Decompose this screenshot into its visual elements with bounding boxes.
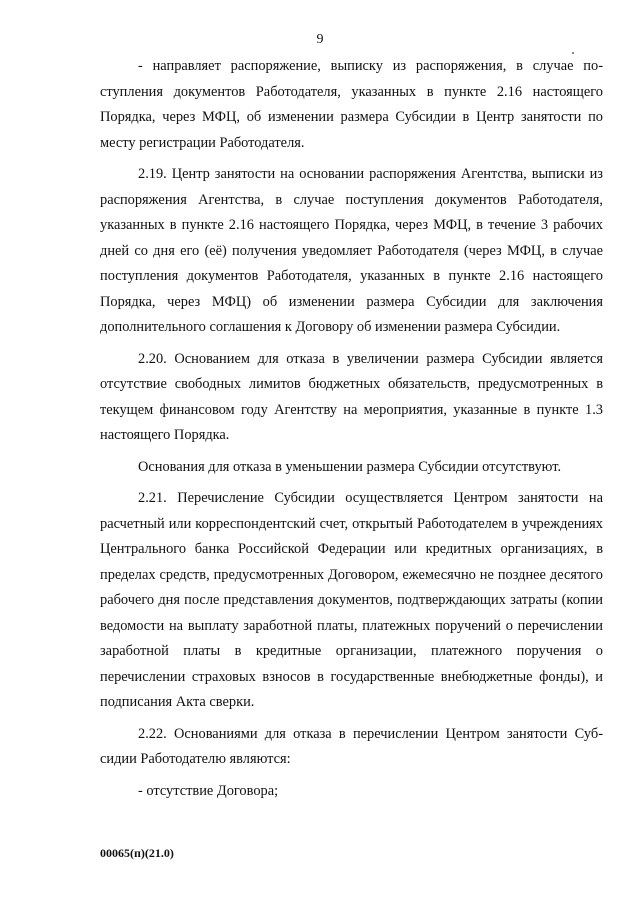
document-code: 00065(п)(21.0) <box>100 846 174 860</box>
paragraph-direction-order: - направляет распоряжение, выписку из распоряжения, в случае поступления документов Работодателя, указанных в пункте 2.16 настоящего Порядка, через МФЦ, об изменении размера Субсидии в Центр занятости по месту регистрации Работодателя. <box>100 58 603 151</box>
paragraph-no-contract: - отсутствие Договора; <box>138 782 279 799</box>
paragraph-2-19: 2.19. Центр занятости на основании распоряжения Агентства, выписки из распоряжения Агентства, в случае поступления документов Работодателя, указанных в пункте 2.16 настоящего Порядка, через МФЦ, в течение 3 рабочих дней со дня его (её) получения уведомляет Работодателя (через МФЦ, в случае поступления документов Работодателя, указанных в пункте 2.16 настоящего Порядка, через МФЦ) об изменении размера Субсидии для заключения дополнительного соглашения к Договору об изменении размера Субсидии. <box>100 166 603 335</box>
paragraph-2-22: 2.22. Основаниями для отказа в перечислении Центром занятости Субсидии Работодателю являются: <box>100 725 603 767</box>
paragraph-2-20: 2.20. Основанием для отказа в увеличении размера Субсидии является отсутствие свободных лимитов бюджетных обязательств, предусмотренных в текущем финансовом году Агентству на мероприятия, указанные в пункте 1.3 настоящего Порядка. <box>100 350 603 443</box>
page-number: 9 <box>316 32 324 47</box>
paragraph-2-21: 2.21. Перечисление Субсидии осуществляется Центром занятости на расчетный или корреспондентский счет, открытый Работодателем в учреждениях Центрального банка Российской Федерации или кредитных организациях, в пределах средств, предусмотренных Договором, ежемесячно не позднее десятого рабочего дня после представления документов, подтверждающих затраты (копии ведомости на выплату заработной платы, платежных поручений о перечислении заработной платы в кредитные организации, платежного поручения о перечислении страховых взносов в государственные внебюджетные фонды), и подписания Акта сверки. <box>100 490 603 710</box>
document-body <box>100 54 603 810</box>
paragraph-refusal-decrease: Основания для отказа в уменьшении размера Субсидии отсутствуют. <box>138 458 562 475</box>
